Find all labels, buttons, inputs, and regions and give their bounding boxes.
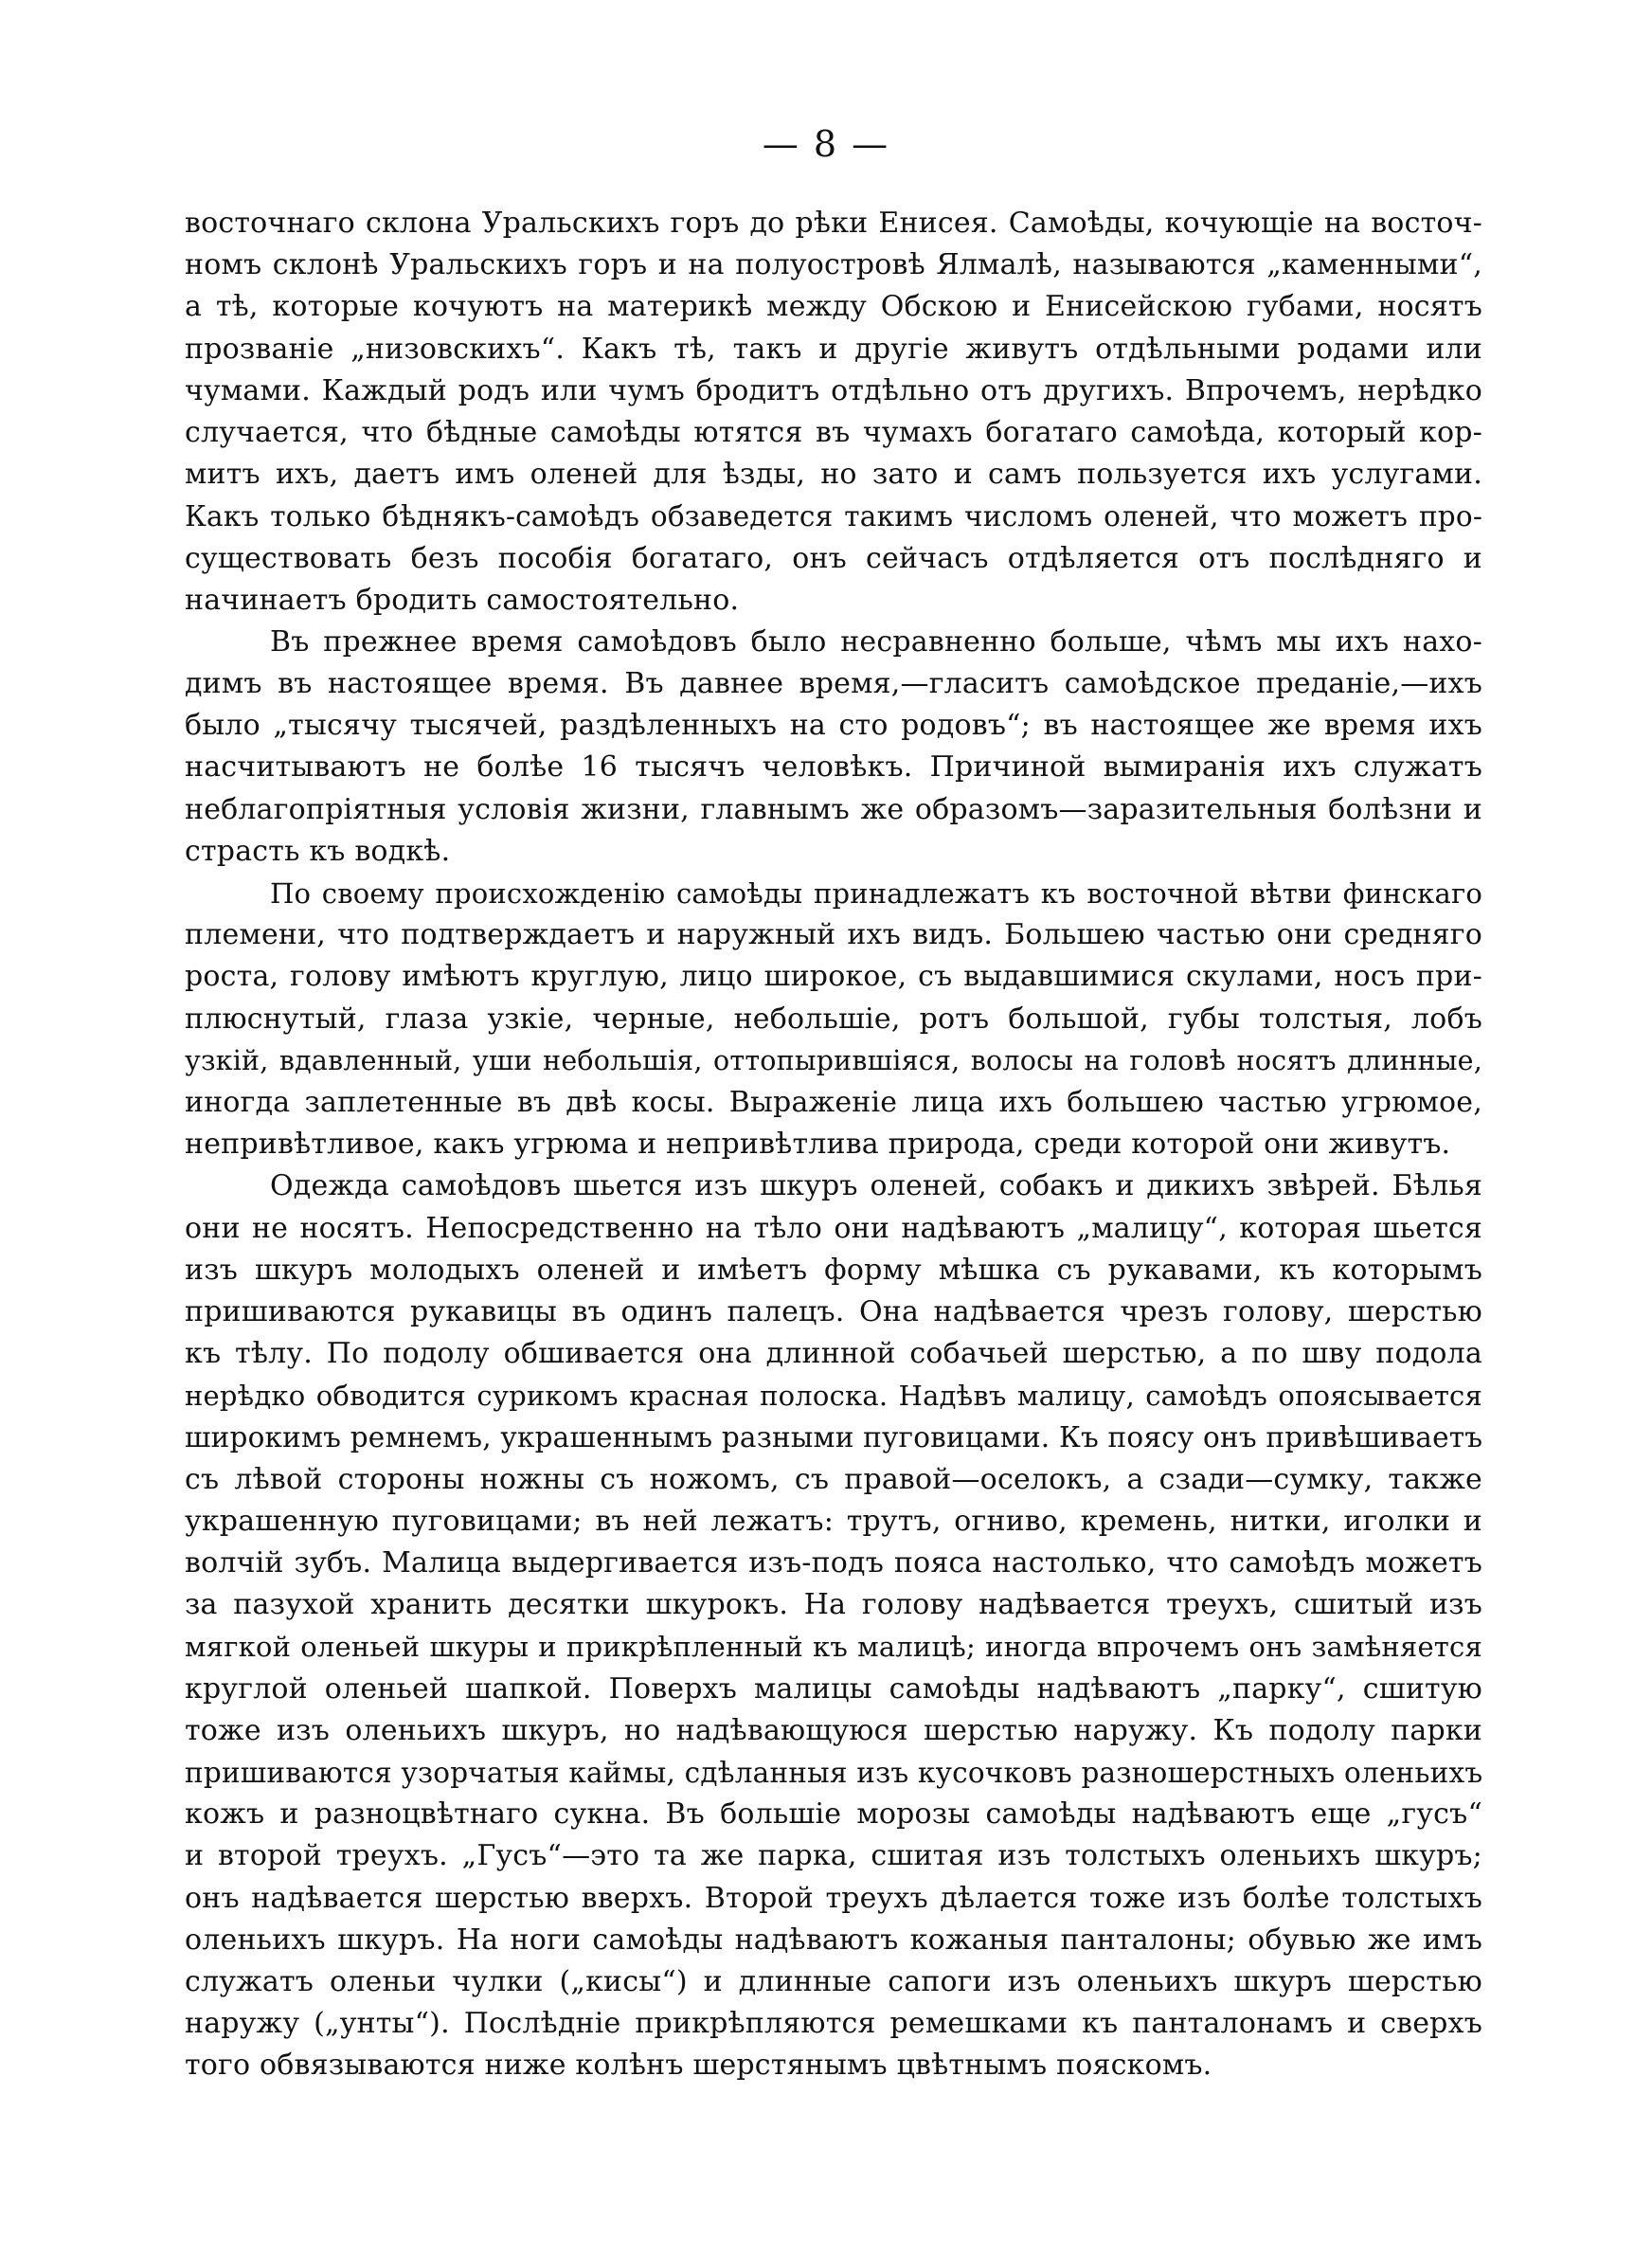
text-line: прозваніе „низовскихъ“. Какъ тѣ, такъ и другіе живутъ отдѣльными родами или (185, 332, 1482, 366)
text-line: Какъ только бѣднякъ-самоѣдъ обзаведется такимъ числомъ оленей, что можетъ про- (185, 500, 1482, 533)
text-line: наружу („унты“). Послѣдніе прикрѣпляются ремешками къ панталонамъ и сверхъ (185, 2007, 1482, 2041)
text-line: роста, голову имѣютъ круглую, лицо широкое, съ выдавшимися скулами, носъ при- (185, 960, 1482, 994)
text-line: пришиваются рукавицы въ одинъ палецъ. Она надѣвается чрезъ голову, шерстью (185, 1294, 1482, 1328)
text-line: митъ ихъ, даетъ имъ оленей для ѣзды, но зато и самъ пользуется ихъ услугами. (185, 458, 1482, 492)
body-text (185, 203, 1482, 2086)
paragraph (185, 203, 1482, 622)
text-line: Одежда самоѣдовъ шьется изъ шкуръ оленей, собакъ и дикихъ звѣрей. Бѣлья (270, 1169, 1482, 1203)
text-line: служатъ оленьи чулки („кисы“) и длинные сапоги изъ оленьихъ шкуръ шерстью (185, 1964, 1482, 1998)
text-line: плюснутый, глаза узкіе, черные, небольшіе, ротъ большой, губы толстыя, лобъ (185, 1002, 1482, 1036)
text-line: непривѣтливое, какъ угрюма и непривѣтлива природа, среди которой они живутъ. (185, 1128, 1451, 1162)
text-line: они не носятъ. Непосредственно на тѣло они надѣваютъ „малицу“, которая шьется (185, 1211, 1482, 1245)
text-line: иногда заплетенные въ двѣ косы. Выраженіе лица ихъ большею частью угрюмое, (185, 1085, 1482, 1119)
text-line: узкій, вдавленный, уши небольшія, оттопырившіяся, волосы на головѣ носятъ длинные, (185, 1044, 1482, 1076)
text-line: тоже изъ оленьихъ шкуръ, но надѣвающуюся шерстью наружу. Къ подолу парки (185, 1713, 1482, 1747)
text-line: димъ въ настоящее время. Въ давнее время,—гласитъ самоѣдское преданіе,—ихъ (185, 667, 1482, 701)
text-line: нерѣдко обводится сурикомъ красная полоска. Надѣвъ малицу, самоѣдъ опоясывается (185, 1380, 1482, 1413)
paragraph (185, 622, 1482, 873)
text-line: насчитываютъ не болѣе 16 тысячъ человѣкъ. Причиной вымиранія ихъ служатъ (185, 750, 1482, 785)
text-line: изъ шкуръ молодыхъ оленей и имѣетъ форму мѣшка съ рукавами, къ которымъ (185, 1253, 1482, 1287)
text-line: чумами. Каждый родъ или чумъ бродитъ отдѣльно отъ другихъ. Впрочемъ, нерѣдко (185, 373, 1482, 407)
text-line: страсть къ водкѣ. (185, 834, 451, 868)
text-line: случается, что бѣдные самоѣды ютятся въ чумахъ богатаго самоѣда, который кор- (185, 415, 1482, 449)
text-line: а тѣ, которые кочуютъ на материкѣ между Обскою и Енисейскою губами, носятъ (185, 290, 1482, 324)
text-line: съ лѣвой стороны ножны съ ножомъ, съ правой—оселокъ, а сзади—сумку, также (185, 1462, 1482, 1496)
text-line: онъ надѣвается шерстью вверхъ. Второй треухъ дѣлается тоже изъ болѣе толстыхъ (185, 1881, 1482, 1915)
page-number: — 8 — (762, 123, 890, 165)
text-line: начинаетъ бродить самостоятельно. (185, 583, 740, 617)
text-line: за пазухой хранить десятки шкурокъ. На голову надѣвается треухъ, сшитый изъ (185, 1588, 1482, 1622)
text-line: круглой оленьей шапкой. Поверхъ малицы самоѣды надѣваютъ „парку“, сшитую (185, 1671, 1482, 1706)
text-line: кожъ и разноцвѣтнаго сукна. Въ большіе морозы самоѣды надѣваютъ еще „гусъ“ (185, 1797, 1482, 1832)
text-line: племени, что подтверждаетъ и наружный ихъ видъ. Большею частью они средняго (185, 918, 1482, 952)
text-line: пришиваются узорчатыя каймы, сдѣланныя изъ кусочковъ разношерстныхъ оленьихъ (185, 1756, 1483, 1789)
text-line: существовать безъ пособія богатаго, онъ сейчасъ отдѣляется отъ послѣдняго и (185, 541, 1482, 575)
text-line: номъ склонѣ Уральскихъ горъ и на полуостровѣ Ялмалѣ, называются „каменными“, (185, 248, 1482, 282)
paragraph (185, 873, 1482, 1165)
text-line: широкимъ ремнемъ, украшеннымъ разными пуговицами. Къ поясу онъ привѣшиваетъ (185, 1421, 1483, 1454)
text-line: было „тысячу тысячей, раздѣленныхъ на сто родовъ“; въ настоящее же время ихъ (185, 709, 1482, 743)
text-line: неблагопріятныя условія жизни, главнымъ же образомъ—заразительныя болѣзни и (185, 792, 1482, 826)
text-line: По своему происхожденію самоѣды принадлежатъ къ восточной вѣтви финскаго (270, 877, 1482, 910)
text-line: украшенную пуговицами; въ ней лежатъ: трутъ, огниво, кремень, нитки, иголки и (185, 1504, 1482, 1538)
text-line: и второй треухъ. „Гусъ“—это та же парка, сшитая изъ толстыхъ оленьихъ шкуръ; (185, 1839, 1482, 1873)
text-line: къ тѣлу. По подолу обшивается она длинной собачьей шерстью, а по шву подола (185, 1337, 1482, 1371)
text-line: мягкой оленьей шкуры и прикрѣпленный къ малицѣ; иногда впрочемъ онъ замѣняется (185, 1631, 1482, 1664)
text-line: того обвязываются ниже колѣнъ шерстянымъ цвѣтнымъ пояскомъ. (185, 2049, 1212, 2083)
paragraph (185, 1165, 1482, 2086)
text-line: оленьихъ шкуръ. На ноги самоѣды надѣваютъ кожаныя панталоны; обувью же имъ (185, 1923, 1482, 1957)
text-line: восточнаго склона Уральскихъ горъ до рѣки Енисея. Самоѣды, кочующіе на восточ- (185, 207, 1482, 240)
text-line: Въ прежнее время самоѣдовъ было несравненно больше, чѣмъ мы ихъ нахо- (270, 624, 1482, 659)
text-line: волчій зубъ. Малица выдергивается изъ-подъ пояса настолько, что самоѣдъ можетъ (185, 1546, 1482, 1580)
